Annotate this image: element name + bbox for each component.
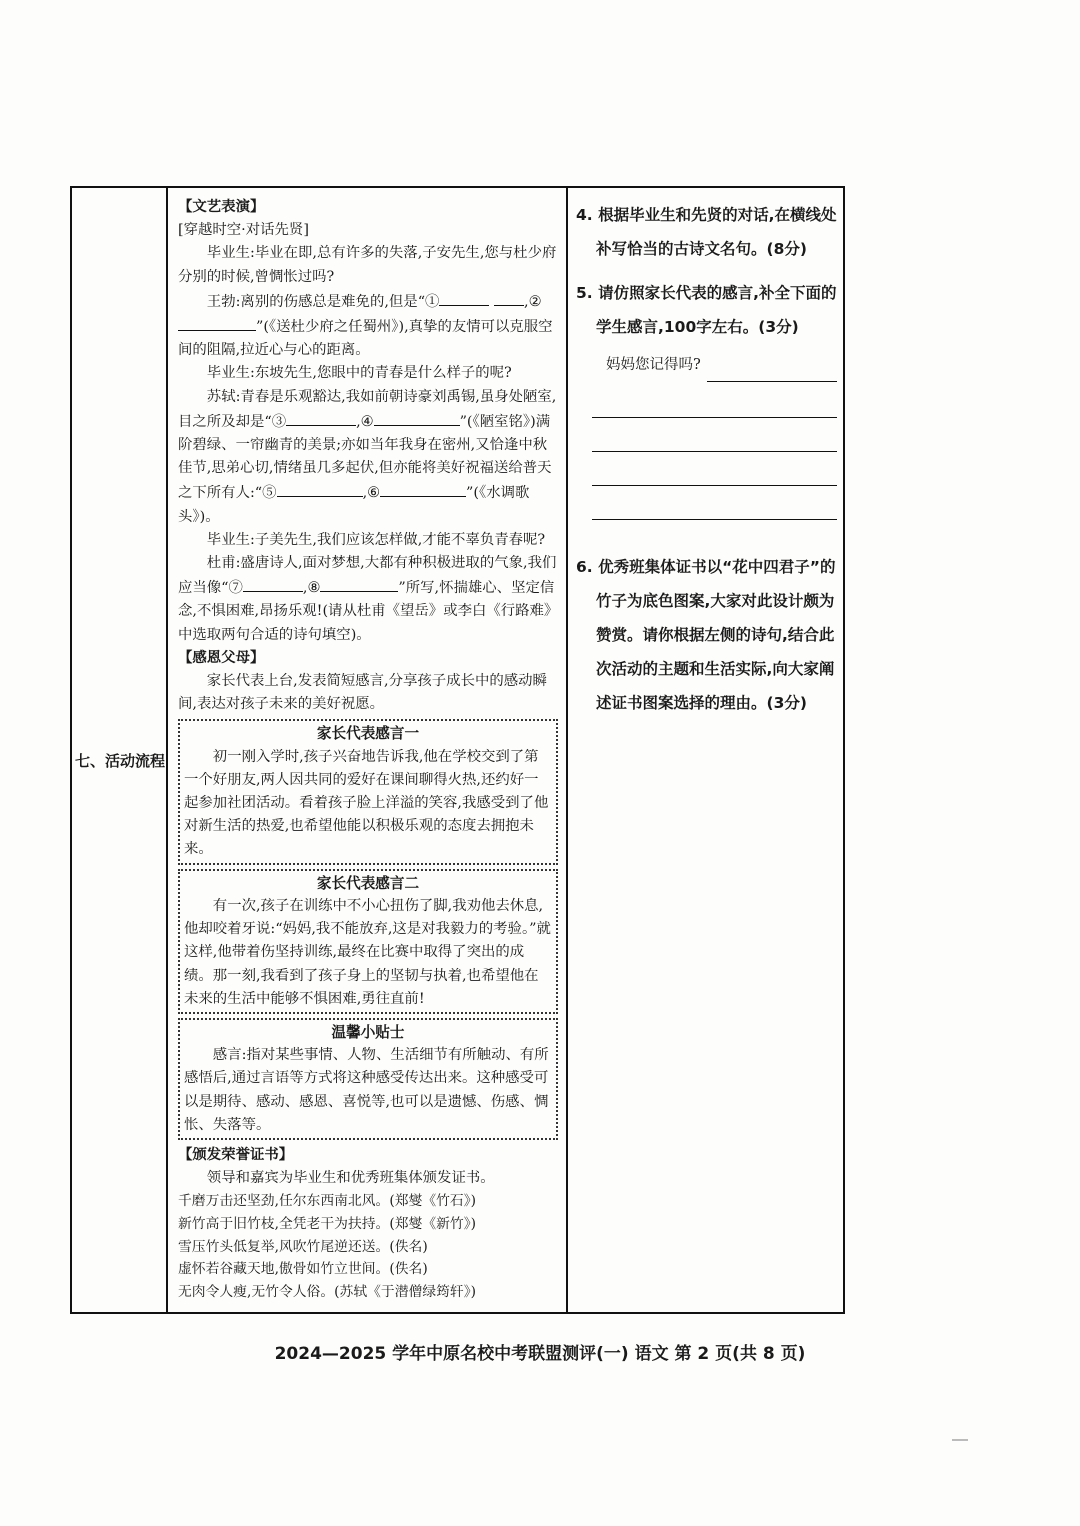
dialogue-graduate-2: 毕业生:东坡先生,您眼中的青春是什么样子的呢? <box>206 365 512 382</box>
blank-6[interactable] <box>380 480 466 497</box>
blank-5[interactable] <box>277 480 363 497</box>
heading-certificates: 【颁发荣誉证书】 <box>178 1146 294 1163</box>
blank-4[interactable] <box>374 409 460 426</box>
blank-2[interactable] <box>178 314 256 331</box>
student-speech-prompt-text: 妈妈您记得吗? <box>606 357 701 373</box>
dialogue-graduate-1: 毕业生:毕业在即,总有许多的失落,子安先生,您与杜少府分别的时候,曾惆怅过吗? <box>178 245 557 285</box>
question-4: 4. 根据毕业生和先贤的对话,在横线处补写恰当的古诗文名句。(8分) <box>576 206 837 258</box>
poem-line: 虚怀若谷藏天地,傲骨如竹立世间。(佚名) <box>178 1261 428 1278</box>
parent-speech-1-text: 初一刚入学时,孩子兴奋地告诉我,他在学校交到了第一个好朋友,两人因共同的爱好在课间聊得火热,还约好一起参加社团活动。看着孩子脸上洋溢的笑容,我感受到了他对新生活的热爱,也希望他能以积极乐观的态度去拥抱未来。 <box>184 748 549 858</box>
blank-1-cont[interactable] <box>494 289 524 306</box>
student-speech-prompt <box>576 348 839 382</box>
parent-speech-1-title: 家长代表感言一 <box>316 725 420 743</box>
heading-parents: 【感恩父母】 <box>178 649 265 666</box>
poem-line: 千磨万击还坚劲,任尔东西南北风。(郑燮《竹石》) <box>178 1193 476 1210</box>
answer-line[interactable] <box>707 357 837 382</box>
parent-speech-2-title: 家长代表感言二 <box>316 874 420 892</box>
parents-intro: 家长代表上台,发表简短感言,分享孩子成长中的感动瞬间,表达对孩子未来的美好祝愿。 <box>178 673 547 713</box>
bamboo-poems <box>178 1190 558 1303</box>
answer-line[interactable] <box>592 452 837 486</box>
tips-title: 温馨小贴士 <box>331 1023 405 1041</box>
question-6: 6. 优秀班集体证书以“花中四君子”的竹子为底色图案,大家对此设计颇为赞赏。请你根据左侧的诗句,结合此次活动的主题和生活实际,向大家阐述证书图案选择的理由。(3分) <box>576 558 836 712</box>
certificates-intro: 领导和嘉宾为毕业生和优秀班集体颁发证书。 <box>206 1170 495 1187</box>
parent-speech-1-box <box>178 719 558 864</box>
answer-line[interactable] <box>592 418 837 452</box>
questions-column <box>568 188 847 1312</box>
tips-text: 感言:指对某些事情、人物、生活细节有所触动、有所感悟后,通过言语等方式将这种感受传达出来。这种感受可以是期待、感动、感恩、喜悦等,也可以是遗憾、伤感、惆怅、失落等。 <box>184 1047 549 1133</box>
parent-speech-2-text: 有一次,孩子在训练中不小心扭伤了脚,我劝他去休息,他却咬着牙说:“妈妈,我不能放弃,这是对我毅力的考验。”就这样,他带着伤坚持训练,最终在比赛中取得了突出的成绩。那一刻,我看到了孩子身上的坚韧与执着,也希望他在未来的生活中能够不惧困难,勇往直前! <box>184 897 551 1007</box>
tips-box <box>178 1018 558 1140</box>
answer-line[interactable] <box>592 486 837 520</box>
question-table <box>70 186 845 1314</box>
blank-7[interactable] <box>243 575 303 592</box>
section-label: 七、活动流程 <box>74 752 165 770</box>
dialogue-wangbo: 王勃:离别的伤感总是难免的,但是“① ,②”(《送杜少府之任蜀州》),真挚的友情可以克服空间的阻隔,拉近心与心的距离。 <box>178 289 558 363</box>
dialogue-graduate-3: 毕业生:子美先生,我们应该怎样做,才能不辜负青春呢? <box>206 531 546 548</box>
blank-1[interactable] <box>439 289 489 306</box>
page-footer: 2024—2025 学年中原名校中考联盟测评(一) 语文 第 2 页(共 8 页) <box>274 1344 806 1364</box>
section-label-column <box>72 188 168 1312</box>
poem-line: 雪压竹头低复举,风吹竹尾逆还送。(佚名) <box>178 1238 428 1255</box>
dialogue-sushi: 苏轼:青春是乐观豁达,我如前朝诗豪刘禹锡,虽身处陋室,目之所及却是“③ ,④ ”(《陋室铭》)满阶碧绿、一帘幽青的美景;亦如当年我身在密州,又恰逢中秋佳节,思弟心切,情绪虽几多起伏,但亦能将美好祝福送给普天之下所有人:“⑤ ,⑥ ”(《水调歌头》)。 <box>178 388 557 525</box>
scan-mark <box>952 1439 968 1441</box>
blank-8[interactable] <box>320 575 398 592</box>
blank-3[interactable] <box>286 409 356 426</box>
poem-line: 无肉令人瘦,无竹令人俗。(苏轼《于潜僧绿筠轩》) <box>178 1283 476 1300</box>
question-5: 5. 请仿照家长代表的感言,补全下面的学生感言,100字左右。(3分) <box>576 284 837 336</box>
activity-flow-column <box>168 188 568 1312</box>
heading-performance: 【文艺表演】 <box>178 199 265 215</box>
parent-speech-2-box <box>178 869 558 1014</box>
heading-dialogue: [穿越时空·对话先贤] <box>178 222 309 239</box>
poem-line: 新竹高于旧竹枝,全凭老干为扶持。(郑燮《新竹》) <box>178 1215 476 1232</box>
answer-line[interactable] <box>592 384 837 418</box>
dialogue-dufu: 杜甫:盛唐诗人,面对梦想,大都有种积极进取的气象,我们应当像“⑦ ,⑧ ”所写,怀揣雄心、坚定信念,不惧困难,昂扬乐观!(请从杜甫《望岳》或李白《行路难》中选取两句合适的诗句填空)。 <box>178 555 557 643</box>
